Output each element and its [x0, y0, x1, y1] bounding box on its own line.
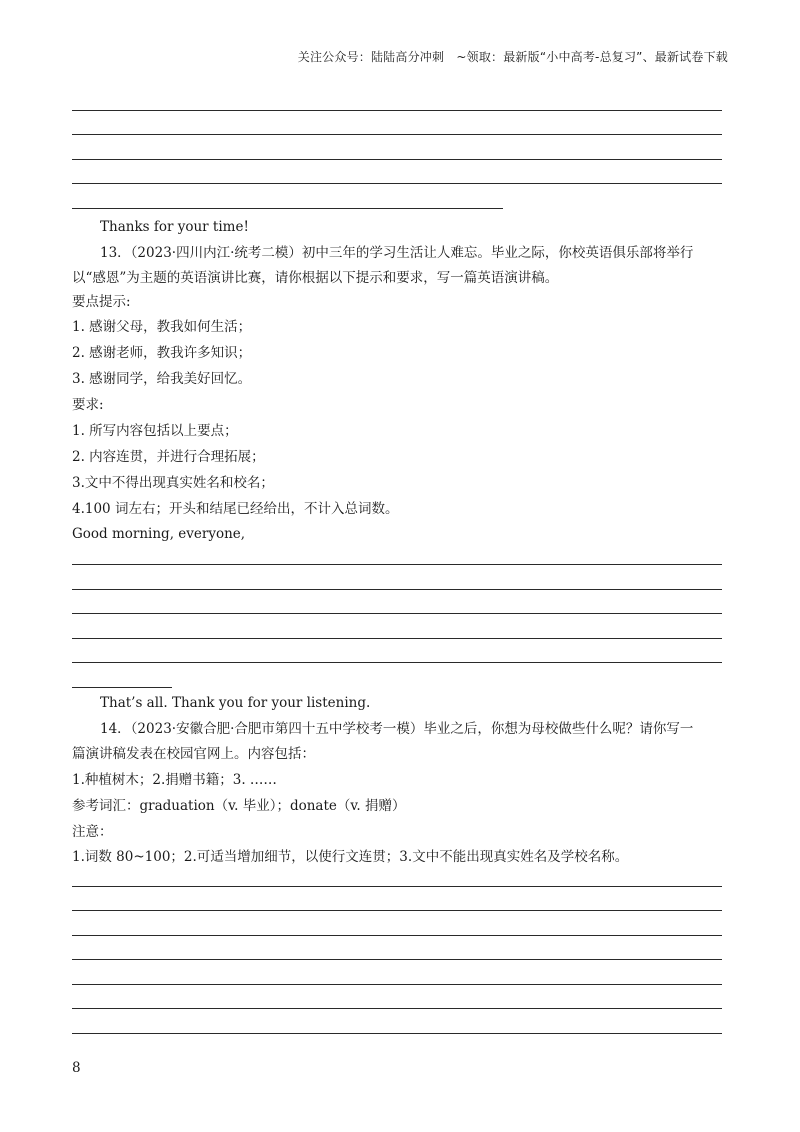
writing-line-short [72, 208, 503, 209]
q14-note-line: 1.词数 80~100；2.可适当增加细节，以使行文连贯；3.文中不能出现真实姓名及学校名称。 [72, 849, 629, 865]
writing-line [72, 638, 722, 639]
q13-tip-item: 3. 感谢同学，给我美好回忆。 [72, 371, 252, 387]
writing-line-short [72, 687, 172, 688]
writing-line [72, 959, 722, 960]
writing-line [72, 910, 722, 911]
q13-requirement-item: 3.文中不得出现真实姓名和校名； [72, 475, 274, 491]
q14-intro-line-1: 14．（2023·安徽合肥·合肥市第四十五中学校考一模）毕业之后，你想为母校做些什么呢？请你写一 [100, 721, 694, 737]
writing-line [72, 564, 722, 565]
q13-tips-label: 要点提示: [72, 294, 131, 310]
writing-line [72, 935, 722, 936]
writing-line [72, 183, 722, 184]
page-header-banner: 关注公众号：陆陆高分冲刺 ~领取：最新版“小中高考-总复习”、最新试卷下载 [297, 50, 728, 64]
q14-note-label: 注意： [72, 824, 113, 840]
writing-line [72, 589, 722, 590]
q14-content-list: 1.种植树木；2.捐赠书籍；3. …… [72, 772, 277, 788]
q13-opening-text: Good morning, everyone, [72, 526, 246, 542]
q14-intro-line-2: 篇演讲稿发表在校园官网上。内容包括： [72, 746, 315, 762]
writing-line [72, 1008, 722, 1009]
writing-line [72, 662, 722, 663]
q13-requirement-item: 1. 所写内容包括以上要点； [72, 423, 238, 439]
q12-closing-text: Thanks for your time! [100, 219, 249, 235]
writing-line [72, 984, 722, 985]
q13-requirement-item: 4.100 词左右；开头和结尾已经给出，不计入总词数。 [72, 501, 399, 517]
page-number: 8 [72, 1060, 81, 1076]
writing-line [72, 613, 722, 614]
q14-vocabulary-line: 参考词汇：graduation（v. 毕业）；donate（v. 捐赠） [72, 798, 406, 814]
writing-line [72, 110, 722, 111]
q13-tip-item: 1. 感谢父母，教我如何生活； [72, 319, 252, 335]
writing-line [72, 159, 722, 160]
q13-intro-line-1: 13．（2023·四川内江·统考二模）初中三年的学习生活让人难忘。毕业之际，你校英语俱乐部将举行 [100, 245, 694, 261]
writing-line [72, 886, 722, 887]
q13-closing-text: That’s all. Thank you for your listening. [100, 695, 371, 711]
writing-line [72, 134, 722, 135]
q13-requirements-label: 要求: [72, 397, 104, 413]
q13-requirement-item: 2. 内容连贯，并进行合理拓展； [72, 449, 265, 465]
q13-intro-line-2: 以“感恩”为主题的英语演讲比赛，请你根据以下提示和要求，写一篇英语演讲稿。 [72, 270, 559, 286]
q13-tip-item: 2. 感谢老师，教我许多知识； [72, 345, 252, 361]
writing-line [72, 1033, 722, 1034]
